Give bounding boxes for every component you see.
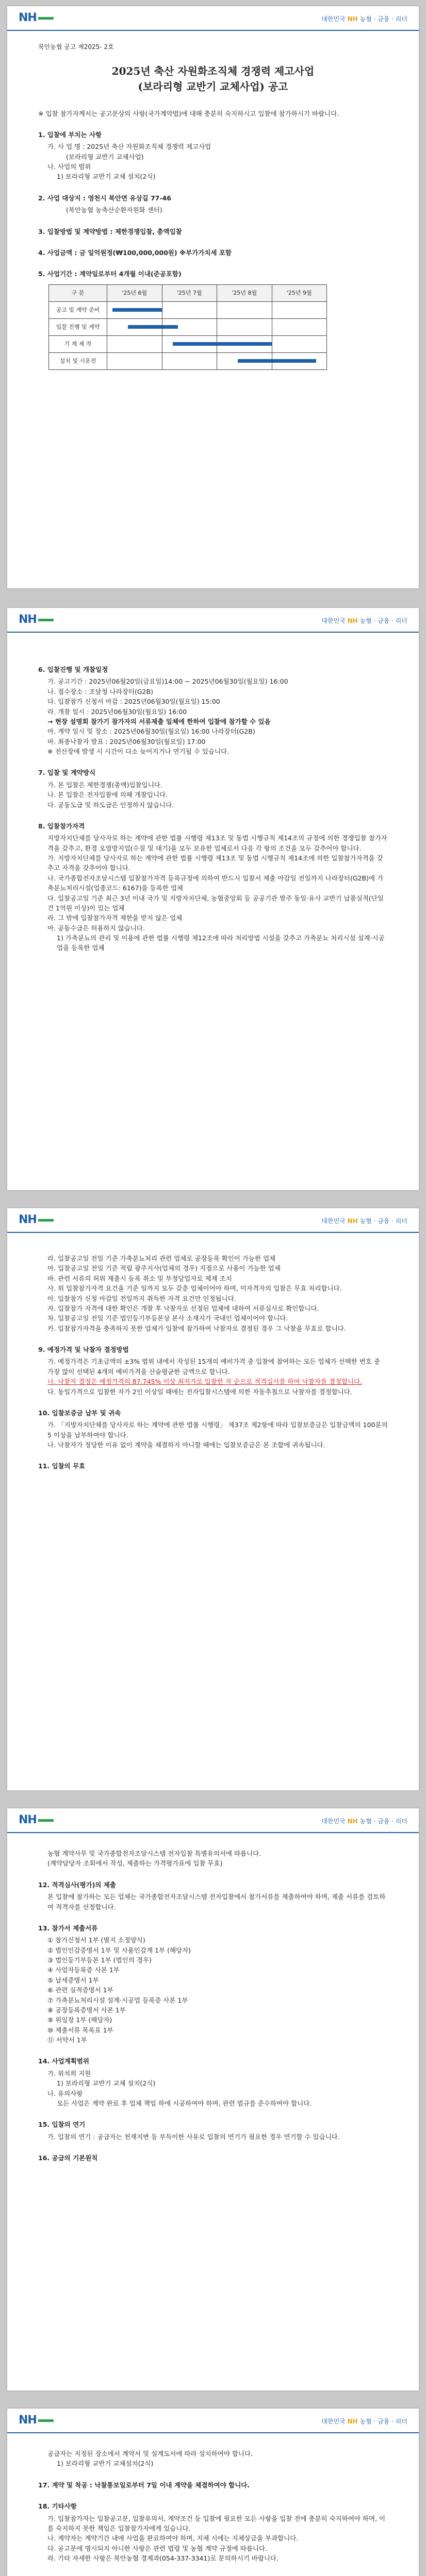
intro-note: ※ 입찰 참가자께서는 공고문상의 사항(국가계약법)에 대해 충분히 숙지하시고 입찰에 참가하시기 바랍니다. bbox=[38, 109, 339, 117]
page-title: 2025년 축산 자원화조직체 경쟁력 제고사업 (보라리형 교반기 교체사업) 공고 bbox=[111, 64, 315, 93]
nh-logo: NH bbox=[19, 2414, 54, 2427]
list-item: ① 참가신청서 1부 (별지 소정양식) bbox=[47, 1936, 145, 1944]
text-line: 가. 공고기간 : 2025년06월20일(금요일)14:00 ~ 2025년06월30일(월요일) 16:00 bbox=[47, 677, 288, 686]
text-line: ※ 전산장애 발생 시 시간이 다소 늦어지거나 연기될 수 있습니다. bbox=[47, 748, 230, 755]
section-3-title: 3. 입찰방법 및 계약방법 : 제한경쟁입찰, 총액입찰 bbox=[38, 227, 182, 235]
section-5-title: 5. 사업기간 : 계약일로부터 4개월 이내(준공포함) bbox=[38, 270, 182, 278]
section-4-title: 4. 사업금액 : 금 일억원정(₩100,000,000원) ※부가가치세 포함 bbox=[38, 248, 232, 257]
section-8-title: 8. 입찰참가자격 bbox=[38, 822, 85, 830]
schedule-table bbox=[48, 284, 327, 370]
list-item: ④ 사업자등록증 사본 1부 bbox=[47, 1966, 120, 1974]
text-line: 다. 공고문에 명시되지 아니한 사항은 관련 법령 및 농협 계약 규정에 따릅니다. bbox=[47, 2544, 267, 2552]
schedule-row-label: 입찰 진행 및 계약 bbox=[49, 318, 107, 335]
text-line: 가. 예정가격은 기초금액의 ±3% 범위 내에서 작성된 15개의 예비가격 중 입찰에 참여하는 모든 업체가 선택한 번호 중 가장 많이 선택된 4개의 예비가격을 산술평균한 금액으로 합니다. bbox=[47, 1358, 381, 1376]
text-line: → 현장 설명회 참가기 참가자의 서류제출 일체에 한하여 입찰에 참가할 수 있음 bbox=[47, 717, 271, 725]
page-header bbox=[7, 1808, 419, 1833]
text-line: (계약담당자 조회에서 작성, 제출하는 가격평가표에 입찰 무효) bbox=[47, 1859, 223, 1868]
text-line: 라. 개찰 일시 : 2025년06월30일(월요일) 16:00 bbox=[47, 707, 187, 716]
list-item: ⑦ 가축분뇨처리시설 설계·시공업 등록증 사본 1부 bbox=[47, 1996, 188, 2004]
text-line: 가. 입찰의 연기 : 공급자는 천재지변 등 부득이한 사유로 입찰의 연기가 필요한 경우 연기할 수 있습니다. bbox=[47, 2132, 340, 2141]
text-line: 나. 본 입찰은 전자입찰에 의해 개찰입니다. bbox=[47, 791, 168, 799]
text-line: 마. 입찰공고일 전일 기준 적립 광주지사(업체의 경우) 지점으로 사용이 가능한 업체 bbox=[47, 1264, 281, 1273]
schedule-bar-cell bbox=[162, 335, 217, 352]
text-line: 다. 입찰참가 신청서 마감 : 2025년06월30일(월요일) 15:00 bbox=[47, 698, 220, 706]
section-11-title: 11. 입찰의 무효 bbox=[38, 1462, 86, 1470]
section-7-title: 7. 입찰 및 계약방식 bbox=[38, 769, 96, 777]
list-item: ⑤ 납세증명서 1부 bbox=[47, 1976, 99, 1984]
text-line: 1) 보라리형 교반기 교체 설치(2식) bbox=[57, 2079, 156, 2088]
text-line: 다. 공동도급 및 하도급은 인정하지 않습니다. bbox=[47, 801, 174, 809]
document-page-2 bbox=[7, 608, 419, 1190]
text-line: 다. 동일가격으로 입찰한 자가 2인 이상일 때에는 전자입찰시스템에 의한 자동추첨으로 낙찰자를 결정합니다. bbox=[47, 1387, 352, 1396]
slogan: 대한민국 NH 농협 · 금융 · 리더 bbox=[321, 2418, 407, 2425]
text-line: 나. 접수장소 : 조달청 나라장터(G2B) bbox=[47, 687, 153, 696]
text-line: 마. 계약 일시 및 장소 : 2025년06월30일(월요일) 16:00 나라장터(G2B) bbox=[47, 727, 255, 736]
slogan: 대한민국 NH 농협 · 금융 · 리더 bbox=[321, 15, 407, 23]
section-15-title: 15. 입찰의 연기 bbox=[38, 2121, 86, 2129]
document-page-4 bbox=[7, 1808, 419, 2391]
text-line: 농협 계약사무 및 국가종합전자조달시스템 전자입찰 특별유의서에 따릅니다. bbox=[47, 1850, 261, 1857]
text-line: 가. 「지방자치단체를 당사자로 하는 계약에 관한 법률 시행령」 제37조 제2항에 따라 입찰보증금은 입찰금액의 100분의 5 이상을 납부하여야 합니다. bbox=[47, 1421, 388, 1439]
text-line: 가. 지방자치단체를 당사자로 하는 계약에 관한 법률 시행령 제13조 및 동법 시행규칙 제14조에 의한 입찰참가자격을 갖추고 자격을 갖추어야 합니다. bbox=[47, 854, 383, 872]
list-item: ⑪ 서약서 1부 bbox=[47, 2036, 87, 2044]
text-line: 나. 사업의 범위 bbox=[47, 163, 91, 171]
section-9-title: 9. 예정가격 및 낙찰자 결정방법 bbox=[38, 1346, 129, 1353]
section-16-title: 16. 공급의 기본원칙 bbox=[38, 2154, 98, 2162]
text-line: 차. 입찰공고일 전일 기준 법인등기부등본상 본사 소재지가 국내인 업체이어야 합니다. bbox=[47, 1314, 288, 1323]
section-1-title: 1. 입찰에 부치는 사항 bbox=[38, 130, 102, 139]
slogan: 대한민국 NH 농협 · 금융 · 리더 bbox=[321, 1818, 407, 1825]
text-line: 나. 낙찰자가 정당한 이유 없이 계약을 체결하지 아니할 때에는 입찰보증금은 본 조합에 귀속됩니다. bbox=[47, 1441, 325, 1449]
slogan: 대한민국 NH 농협 · 금융 · 리더 bbox=[321, 617, 407, 624]
section-13-title: 13. 참가서 제출서류 bbox=[38, 1924, 98, 1932]
schedule-header: '25년 6월 bbox=[107, 284, 162, 301]
text-line: 아. 입찰참가 신청 마감일 전일까지 취득한 자격 요건만 인정됩니다. bbox=[47, 1294, 236, 1302]
nh-logo: NH bbox=[19, 11, 54, 24]
section-10-title: 10. 입찰보증금 납부 및 귀속 bbox=[38, 1409, 121, 1417]
section-17-title: 17. 계약 및 착공 : 낙찰통보일로부터 7일 이내 계약을 체결하여야 합니다. bbox=[38, 2481, 250, 2489]
text-line: 본 입찰에 참가하는 모든 업체는 국가종합전자조달시스템 전자입찰에서 참가서류를 제출하여야 하며, 제출 서류를 검토하여 적격자를 선정합니다. bbox=[47, 1893, 386, 1911]
list-item: ⑥ 관련 실적증명서 1부 bbox=[47, 1986, 113, 1994]
schedule-bar-cell bbox=[162, 318, 217, 335]
list-item: ⑨ 위임장 1부 (해당자) bbox=[47, 2016, 112, 2024]
list-item: ② 법인인감증명서 1부 및 사용인감계 1부 (해당자) bbox=[47, 1946, 191, 1954]
document-page-3 bbox=[7, 1208, 419, 1790]
text-line: 라. 입찰공고일 전일 기준 가축분뇨처리 관련 업체로 공장등록 확인이 가능한 업체 bbox=[47, 1255, 276, 1262]
text-line: 카. 입찰참가자격을 충족하지 못한 업체가 입찰에 참가하여 낙찰자로 결정된 경우 그 낙찰을 무효로 합니다. bbox=[47, 1324, 346, 1332]
text-line: 1) 보라리형 교반기 교체 설치(2식) bbox=[57, 173, 156, 181]
text-line: 나. 계약자는 계약기간 내에 사업을 완료하여야 하며, 지체 시에는 지체상금을 부과합니다. bbox=[47, 2534, 299, 2543]
text-line: 가. 입찰참가자는 입찰공고문, 입찰유의서, 계약조건 등 입찰에 필요한 모든 사항을 입찰 전에 충분히 숙지하여야 하며, 이를 숙지하지 못한 책임은 입찰참가자에게 있습니다. bbox=[47, 2514, 386, 2532]
text-line: 다. 입찰공고일 기준 최근 3년 이내 국가 및 지방자치단체, 농협중앙회 등 공공기관 발주 동일·유사 교반기 납품실적(단일건 1억원 이상)이 있는 업체 bbox=[47, 894, 384, 912]
text-line: 공급자는 지정된 장소에서 계약서 및 설계도서에 따라 설치하여야 합니다. bbox=[47, 2450, 253, 2458]
text-line: (북안농협 농축산순환자원화 센터) bbox=[66, 206, 162, 214]
section-18-title: 18. 기타사항 bbox=[38, 2502, 77, 2511]
text-line: 바. 관련 서류의 허위 제출시 등록 취소 및 부정당업자로 제재 조치 bbox=[47, 1274, 232, 1282]
text-line: 사. 위 입찰참가자격 요건을 기준 일까지 모두 갖춘 업체이어야 하며, 미자격자의 입찰은 무효 처리합니다. bbox=[47, 1284, 342, 1293]
text-line: 라. 기타 자세한 사항은 북안농협 경제과(054-337-3341)로 문의하시기 바랍니다. bbox=[47, 2554, 279, 2562]
schedule-bar-cell bbox=[107, 318, 162, 335]
list-item: ⑧ 공장등록증명서 사본 1부 bbox=[47, 2006, 126, 2014]
schedule-header: '25년 7월 bbox=[162, 284, 217, 301]
text-line: 지방자치단체를 당사자로 하는 계약에 관한 법률 시행령 제13조 및 동법 시행규칙 제14조의 규정에 의한 경쟁입찰 참가자격을 갖추고, 환경 오염방지업(수질 및 대기)을 모두 보유한 업체로서 다음 각 항의 조건을 모두 갖추어야 합니다. bbox=[47, 834, 387, 852]
text-line: 마. 공동수급은 허용하지 않습니다. bbox=[47, 924, 145, 932]
schedule-header: 구 분 bbox=[49, 284, 107, 301]
schedule-header: '25년 9월 bbox=[272, 284, 327, 301]
text-line: 1) 가축분뇨의 관리 및 이용에 관한 법률 시행령 제12조에 따라 처리방법 시설을 갖추고 가축분뇨 처리시설 설계·시공업을 등록한 업체 bbox=[57, 934, 385, 952]
page-header bbox=[7, 2409, 419, 2433]
text-line: 모든 사업은 계약 완료 후 업체 책임 하에 시공하여야 하며, 관련 법규를 준수하여야 합니다. bbox=[57, 2099, 312, 2107]
nh-logo: NH bbox=[19, 613, 54, 626]
text-line: 가. 사 업 명 : 2025년 축산 자원화조직체 경쟁력 제고사업 bbox=[47, 143, 211, 151]
text-line: 1) 보라리형 교반기 교체설치(2식) bbox=[57, 2460, 154, 2468]
list-item: ③ 법인등기부등본 1부 (법인의 경우) bbox=[47, 1956, 152, 1964]
section-14-title: 14. 사업계획범위 bbox=[38, 2057, 89, 2065]
section-2-title: 2. 사업 대상지 : 영천시 북안면 유상길 77-46 bbox=[38, 194, 171, 202]
schedule-row-label: 공고 및 계약 준비 bbox=[49, 301, 107, 318]
text-line: 자. 입찰참가 자격에 대한 확인은 개찰 후 낙찰자로 선정된 업체에 대하여 서류심사로 확인합니다. bbox=[47, 1304, 319, 1312]
notice-number: 북안농협 공고 제2025- 2호 bbox=[38, 43, 114, 50]
nh-logo: NH bbox=[19, 1814, 54, 1826]
text-line: 가. 위치희 지원 bbox=[47, 2069, 91, 2077]
slogan: 대한민국 NH 농협 · 금융 · 리더 bbox=[321, 1217, 407, 1225]
schedule-bar-cell bbox=[107, 301, 162, 318]
schedule-row-label: 기 계 제 작 bbox=[49, 335, 107, 352]
text-line: 가. 본 입찰은 제한경쟁(총액)입찰입니다. bbox=[47, 781, 162, 789]
text-line: 나. 유의사항 bbox=[47, 2089, 83, 2097]
text-line: 라. 그 밖에 입찰참가자격 제한을 받지 않은 업체 bbox=[47, 914, 183, 922]
section-12-title: 12. 적격심사(평가)의 제출 bbox=[38, 1880, 116, 1889]
page-header bbox=[7, 6, 419, 31]
page-header bbox=[7, 1208, 419, 1233]
list-item: ⑩ 제출서류 목록표 1부 bbox=[47, 2026, 113, 2034]
text-line-highlight: 나. 낙찰자 결정은 예정가격의 87.745% 이상 최저가로 입찰한 자 순으로 적격심사를 하여 낙찰자를 결정합니다. bbox=[47, 1378, 363, 1386]
schedule-bar-cell bbox=[217, 352, 272, 369]
text-line: 바. 최종낙찰자 발표 : 2025년06월30일(월요일) 17:00 bbox=[47, 737, 206, 745]
schedule-row-label: 설치 및 시운전 bbox=[49, 352, 107, 369]
schedule-bar-cell bbox=[217, 335, 272, 352]
document-page-5 bbox=[7, 2409, 419, 2576]
schedule-header: '25년 8월 bbox=[217, 284, 272, 301]
schedule-bar-cell bbox=[272, 352, 327, 369]
page-header bbox=[7, 608, 419, 633]
text-line: (보라리형 교반기 교체사업) bbox=[66, 152, 144, 161]
document-page-1 bbox=[7, 6, 419, 588]
text-line: 나. 국가종합전자조달시스템 입찰참가자격 등록규정에 의하여 반드시 입찰서 제출 마감일 전일까지 나라장터(G2B)에 가축분뇨처리시설(업종코드: 6167)을 등록한 업체 bbox=[47, 874, 384, 892]
nh-logo: NH bbox=[19, 1213, 54, 1226]
section-6-title: 6. 입찰진행 및 개찰일정 bbox=[38, 666, 108, 673]
